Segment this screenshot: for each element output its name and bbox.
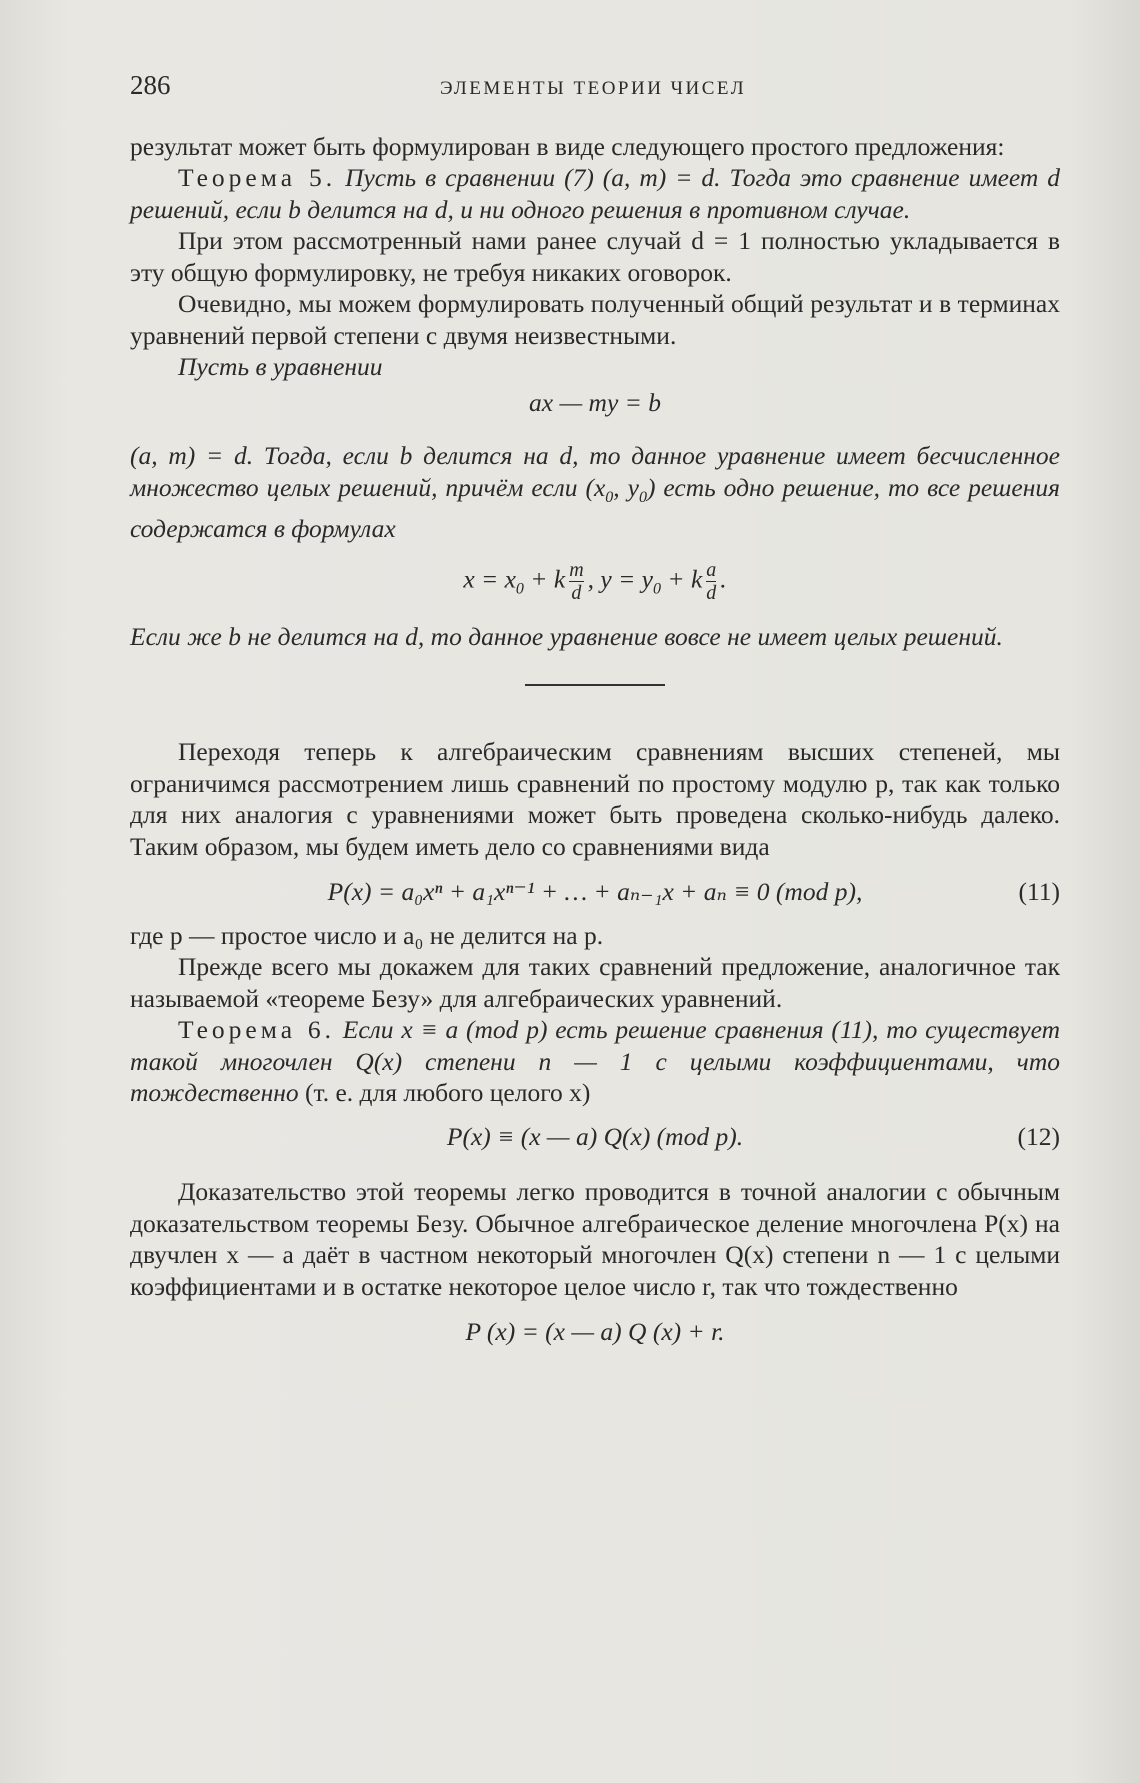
- solutions-text-c: ) есть одно решение, то все решения содержатся в формулах: [130, 472, 1060, 544]
- equation-12-number: (12): [1017, 1121, 1060, 1151]
- solution-x-sub: 0: [515, 580, 524, 598]
- fraction-m-over-d: [569, 559, 583, 604]
- paragraph-result: результат может быть формулирован в виде следующего простого предложения:: [130, 131, 1005, 161]
- theorem-5-text: Пусть в сравнении (7) (a, m) = d. Тогда это сравнение имеет d решений, если b делится на d, и ни одного решения в противном случае.: [130, 163, 1061, 224]
- paragraph-no-solutions: Если же b не делится на d, то данное уравнение вовсе не имеет целых решений.: [130, 621, 1003, 651]
- paragraph-solutions: [130, 440, 1060, 545]
- theorem-6-text: Если x ≡ a (mod p) есть решение сравнения (11), то существует такой многочлен Q(x) степени n — 1 с целыми коэффициентами, что тождественно: [130, 1015, 1061, 1108]
- equation-11-text: P(x) = a₀xⁿ + a₁xⁿ⁻¹ + … + aₙ₋₁x + aₙ ≡ 0 (mod p),: [327, 877, 863, 907]
- solutions-text-a: (a, m) = d. Тогда, если b делится на d, то данное уравнение имеет бесчисленное множество целых решений, причём если (x: [130, 441, 1060, 502]
- section-divider: [525, 684, 665, 686]
- page-content: [130, 70, 1060, 1348]
- equation-12: [130, 1121, 1060, 1153]
- equation-12-text: P(x) ≡ (x — a) Q(x) (mod p).: [446, 1121, 744, 1151]
- paragraph-equations: Очевидно, мы можем формулировать полученный общий результат и в терминах уравнений первой степени с двумя неизвестными.: [130, 289, 1060, 350]
- solution-end: .: [720, 563, 727, 593]
- paragraph-where-p: где p — простое число и a₀ не делится на p.: [130, 920, 604, 950]
- paragraph-let-equation: Пусть в уравнении: [178, 352, 383, 381]
- solution-x-k: + k: [523, 563, 566, 593]
- fraction-2-numerator: a: [706, 558, 717, 581]
- equation-11: [130, 876, 1060, 908]
- page-header: [130, 70, 1060, 105]
- solutions-text-b: , y: [613, 472, 639, 502]
- equation-division: P (x) = (x — a) Q (x) + r.: [465, 1317, 725, 1347]
- running-title: ЭЛЕМЕНТЫ ТЕОРИИ ЧИСЕЛ: [440, 78, 747, 99]
- solution-y-sub: 0: [653, 580, 661, 598]
- fraction-a-over-d: [706, 559, 716, 604]
- page-number: 286: [130, 70, 171, 100]
- fraction-1-numerator: m: [569, 558, 584, 581]
- solutions-sub-0: 0: [605, 488, 614, 506]
- paragraph-proof: Доказательство этой теоремы легко проводится в точной аналогии с обычным доказательством теоремы Безу. Обычное алгебраическое деление многочлена P(x) на двучлен x — a даёт в частном некоторый многочлен Q(x) степени n — 1 с целыми коэффициентами и в остатке некоторое целое число r, так что тождественно: [130, 1177, 1060, 1301]
- theorem-5: [130, 162, 1060, 225]
- fraction-2-denominator: d: [706, 581, 717, 604]
- equation-ax-my: ax — my = b: [529, 387, 661, 417]
- theorem-6-label: Теорема 6.: [178, 1015, 335, 1045]
- paragraph-higher-degrees: Переходя теперь к алгебраическим сравнениям высших степеней, мы ограничимся рассмотрением лишь сравнений по простому модулю p, так как только для них аналогия с уравнениями может быть проведена сколько-нибудь далеко. Таким образом, мы будем иметь дело со сравнениями вида: [130, 737, 1060, 861]
- theorem-6-tail: (т. е. для любого целого x): [298, 1078, 591, 1108]
- solutions-sub-1: 0: [638, 488, 647, 506]
- paragraph-special-case: При этом рассмотренный нами ранее случай d = 1 полностью укладывается в эту общую формулировку, не требуя никаких оговорок.: [130, 226, 1060, 287]
- solution-y-k: + k: [661, 563, 703, 593]
- theorem-5-label: Теорема 5.: [178, 163, 337, 192]
- theorem-6: [130, 1014, 1060, 1109]
- equation-general-solution: [130, 559, 1060, 605]
- paragraph-bezout: Прежде всего мы докажем для таких сравнений предложение, аналогичное так называемой «теореме Безу» для алгебраических уравнений.: [130, 952, 1060, 1013]
- equation-11-number: (11): [1018, 877, 1060, 907]
- solution-y-left: , y = y: [587, 563, 653, 593]
- solution-x-left: x = x: [463, 563, 516, 593]
- fraction-1-denominator: d: [569, 581, 583, 604]
